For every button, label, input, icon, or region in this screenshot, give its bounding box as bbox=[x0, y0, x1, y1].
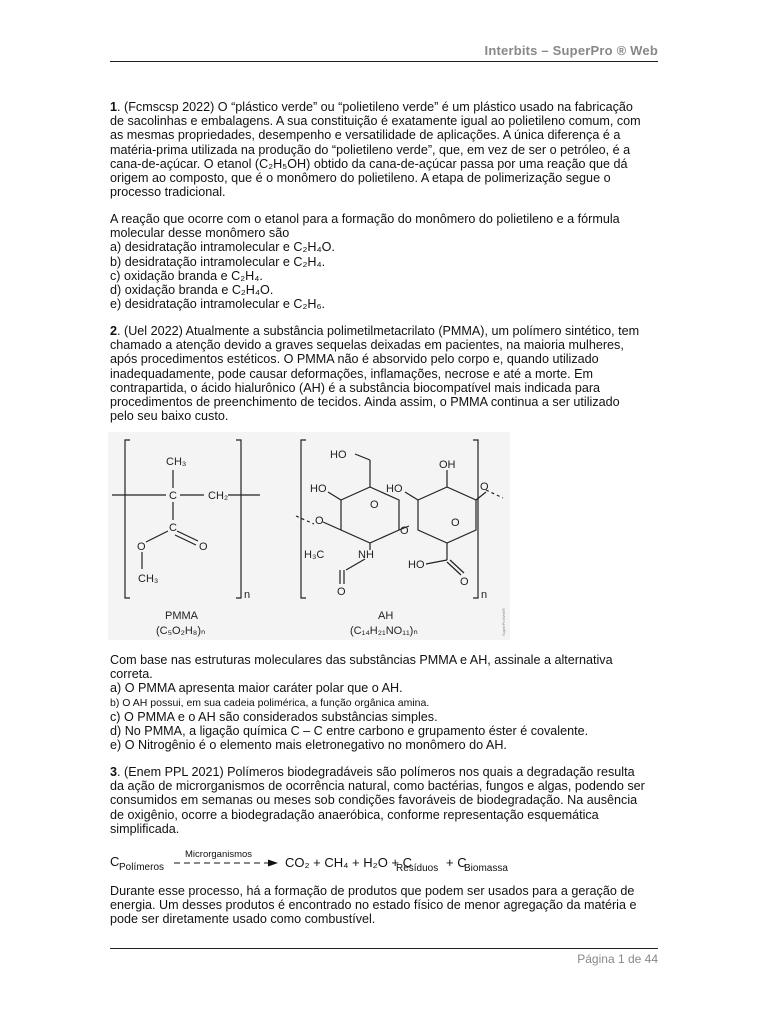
eq-residuos-sub: Resíduos bbox=[396, 863, 439, 874]
pmma-c-ester: C bbox=[169, 522, 177, 534]
pmma-c-main: C bbox=[169, 490, 177, 502]
question-2-line: chamado a atenção devido a graves sequelas deixadas em pacientes, na maioria mulheres, bbox=[110, 338, 624, 353]
ah-o-carboxyl: O bbox=[460, 576, 469, 588]
biodegradation-equation bbox=[110, 847, 570, 877]
question-1-line: de sacolinhas e embalagens. A sua constituição é exatamente igual ao polietileno comum, com bbox=[110, 114, 641, 129]
question-3-line: energia. Um desses produtos é encontrado no estado físico de menor agregação da matéria e bbox=[110, 898, 637, 913]
question-1-line: origem ao composto, que é o monômero do polietileno. A etapa de polimerização segue o bbox=[110, 171, 611, 186]
ah-formula: (C₁₄H₂₁NO₁₁)ₙ bbox=[350, 625, 418, 637]
eq-plus-c: + C bbox=[446, 855, 467, 870]
question-2-line: inadequadamente, pode causar deformações, inflamações, necrose e até a morte. Em bbox=[110, 366, 594, 381]
ah-o-link: O bbox=[400, 525, 409, 537]
option-b[interactable]: b) desidratação intramolecular e C₂H₄. bbox=[110, 254, 326, 269]
page-footer bbox=[110, 948, 658, 968]
ah-oh: OH bbox=[439, 459, 456, 471]
ah-o-left: O bbox=[315, 515, 324, 527]
option-a[interactable]: a) O PMMA apresenta maior caráter polar que o AH. bbox=[110, 681, 403, 696]
ah-label: AH bbox=[378, 610, 394, 622]
question-1-line: matéria-prima utilizada na produção do “polietileno verde”, que, em vez de ser o petróleo, é a bbox=[110, 142, 631, 157]
question-2-line: 2. (Uel 2022) Atualmente a substância polimetilmetacrilato (PMMA), um polímero sintético, tem bbox=[110, 324, 640, 338]
option-d[interactable]: d) oxidação branda e C₂H₄O. bbox=[110, 283, 274, 298]
question-3-line: da ação de microrganismos de ocorrência natural, como bactérias, fungos e algas, podendo ser bbox=[110, 779, 645, 794]
question-number: 1 bbox=[110, 100, 118, 114]
stem-line: correta. bbox=[110, 667, 153, 682]
pmma-ah-structures-figure bbox=[108, 432, 510, 640]
ah-n: n bbox=[481, 589, 488, 601]
header-title: Interbits – SuperPro ® Web bbox=[484, 43, 658, 58]
option-e[interactable]: e) O Nitrogênio é o elemento mais eletronegativo no monômero do AH. bbox=[110, 738, 507, 753]
pmma-ch3-bottom: CH₃ bbox=[138, 573, 159, 585]
question-3-line: de oxigênio, ocorre a biodegradação anaeróbica, conforme representação esquemática bbox=[110, 807, 599, 822]
option-c[interactable]: c) O PMMA e o AH são considerados substâncias simples. bbox=[110, 709, 438, 724]
question-1-line: cana-de-açúcar. O etanol (C₂H₅OH) obtido da cana-de-açúcar passa por uma reação que dá bbox=[110, 156, 628, 171]
eq-reactant-sub: Polímeros bbox=[119, 862, 165, 873]
question-1-line: 1. (Fcmscsp 2022) O “plástico verde” ou “polietileno verde” é um plástico usado na fabricação bbox=[110, 100, 633, 114]
option-b[interactable]: b) O AH possui, em sua cadeia polimérica, a função orgânica amina. bbox=[110, 696, 430, 709]
ah-o-ring-right: O bbox=[451, 517, 460, 529]
eq-products: CO₂ + CH₄ + H₂O + C bbox=[285, 855, 413, 870]
pmma-label: PMMA bbox=[165, 610, 198, 622]
pmma-o-double: O bbox=[199, 541, 208, 553]
question-2-text bbox=[110, 324, 660, 423]
option-d[interactable]: d) No PMMA, a ligação química C – C entre carbono e grupamento éster é covalente. bbox=[110, 724, 589, 739]
page-header bbox=[110, 42, 658, 62]
ah-o-ring-left: O bbox=[370, 499, 379, 511]
eq-arrow-label: Microrganismos bbox=[185, 849, 253, 860]
ah-nh: NH bbox=[358, 549, 374, 561]
eq-reactant: C bbox=[110, 854, 120, 869]
question-3-line: 3. (Enem PPL 2021) Polímeros biodegradáveis são polímeros nos quais a degradação resulta bbox=[110, 765, 635, 779]
question-2-line: procedimentos de preenchimento de tecidos. Ainda assim, o PMMA continua a ser utilizado bbox=[110, 395, 620, 410]
ah-ho-left: HO bbox=[310, 483, 327, 495]
ah-o-amide: O bbox=[337, 586, 346, 598]
question-3-continuation bbox=[110, 884, 660, 927]
question-1-text bbox=[110, 100, 660, 199]
question-3-line: Durante esse processo, há a formação de produtos que podem ser usados para a geração de bbox=[110, 884, 635, 898]
question-3-text bbox=[110, 765, 660, 836]
ah-o-right: O bbox=[480, 481, 489, 493]
question-2-line: contrapartida, o ácido hialurônico (AH) é a substância biocompatível mais indicada para bbox=[110, 380, 601, 395]
question-3-line: simplificada. bbox=[110, 821, 180, 836]
pmma-o-single: O bbox=[137, 541, 146, 553]
question-1-line: processo tradicional. bbox=[110, 185, 226, 200]
question-number: 3 bbox=[110, 765, 118, 779]
pmma-ch3-top: CH₃ bbox=[166, 456, 187, 468]
pmma-n: n bbox=[244, 589, 251, 601]
question-1-stem bbox=[110, 212, 660, 311]
page-number: Página 1 de 44 bbox=[577, 952, 658, 966]
figure-watermark: SuperProWeb® bbox=[501, 608, 506, 636]
ah-ho-carboxyl: HO bbox=[408, 559, 425, 571]
option-c[interactable]: c) oxidação branda e C₂H₄. bbox=[110, 268, 263, 283]
question-3-line: consumidos em semanas ou meses sob condições favoráveis de biodegradação. Na ausência bbox=[110, 793, 638, 808]
pmma-formula: (C₅O₂H₈)ₙ bbox=[156, 625, 206, 637]
question-2-line: pelo seu baixo custo. bbox=[110, 409, 229, 424]
ah-ho-top: HO bbox=[330, 449, 347, 461]
ah-ho-middle: HO bbox=[386, 483, 403, 495]
stem-line: molecular desse monômero são bbox=[110, 226, 290, 241]
stem-line: Com base nas estruturas moleculares das substâncias PMMA e AH, assinale a alternativa bbox=[110, 653, 613, 667]
question-1-line: as mesmas propriedades, desempenho e versatilidade de aplicações. A única diferença é a bbox=[110, 128, 621, 143]
question-3-line: pode ser diretamente usado como combustível. bbox=[110, 912, 376, 927]
pmma-ch2: CH₂ bbox=[208, 490, 229, 502]
question-2-stem bbox=[110, 653, 660, 752]
ah-h3c: H₃C bbox=[304, 549, 325, 561]
question-number: 2 bbox=[110, 324, 118, 338]
eq-biomassa-sub: Biomassa bbox=[464, 863, 508, 874]
option-e[interactable]: e) desidratação intramolecular e C₂H₆. bbox=[110, 297, 326, 312]
option-a[interactable]: a) desidratação intramolecular e C₂H₄O. bbox=[110, 240, 335, 255]
stem-line: A reação que ocorre com o etanol para a formação do monômero do polietileno e a fórmula bbox=[110, 212, 620, 226]
question-2-line: após procedimentos estéticos. O PMMA não é absorvido pelo corpo e, quando utilizado bbox=[110, 352, 599, 367]
